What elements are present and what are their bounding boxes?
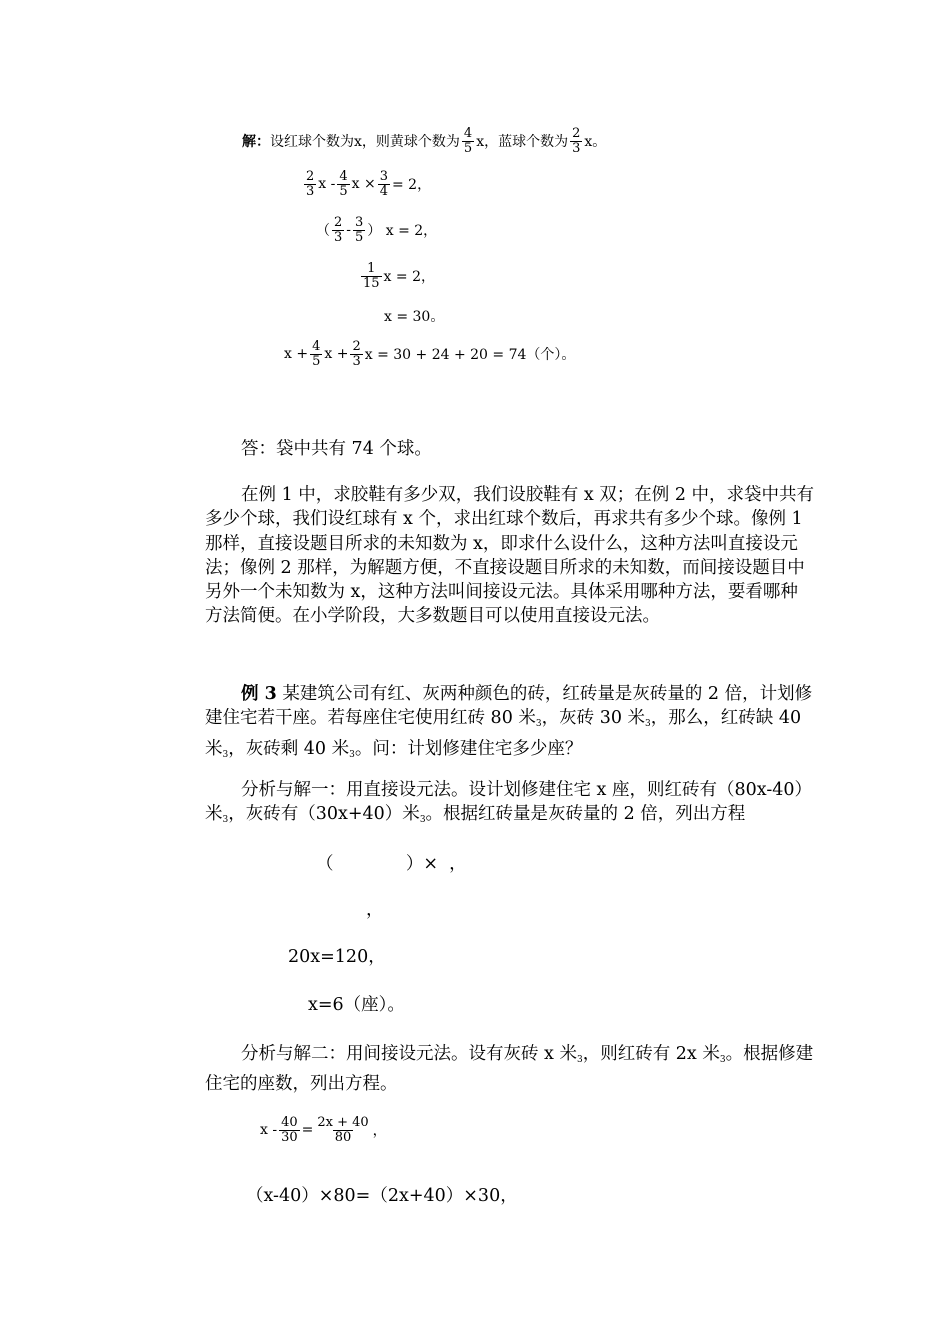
- blue-fraction: $\frac{2}{3}$: [572, 126, 581, 156]
- example-3-label: 例 3: [241, 684, 277, 704]
- equation-3: $\frac{1}{15}$ x = 2，: [363, 261, 435, 291]
- equation-1: $\frac{2}{3}$ x - $\frac{4}{5}$ x × $\frac{3}{4}$ = 2，: [306, 169, 432, 199]
- solution-label: 解：: [242, 134, 270, 151]
- yellow-fraction: $\frac{4}{5}$: [463, 126, 473, 156]
- equation-last: （x-40）×80=（2x+40）×30，: [246, 1186, 518, 1206]
- analysis-1-paragraph: 分析与解一：用直接设元法。设计划修建住宅 x 座，则红砖有（80x-40）米$_3$，灰砖有（30x+40）米$_3$。根据红砖量是灰砖量的 2 倍，列出方程: [205, 780, 813, 826]
- example-3-paragraph: 例 3 某建筑公司有红、灰两种颜色的砖，红砖量是灰砖量的 2 倍，计划修建住宅若干座。若每座住宅使用红砖 80 米$_3$，灰砖 30 米$_3$，那么，红砖缺 40 米$_3$，灰砖剩 40 米$_3$。问：计划修建住宅多少座？: [205, 684, 813, 760]
- equation-x6: x=6（座）。: [308, 995, 405, 1015]
- paragraph-method-explanation: 在例 1 中，求胶鞋有多少双，我们设胶鞋有 x 双；在例 2 中，求袋中共有多少个球，我们设红球有 x 个，求出红球个数后，再求共有多少个球。像例 1 那样，直接设题目所求的未知数为 x，即求什么设什么，这种方法叫直接设元法；像例 2 那样，为解题方便，不直接设题目所求的未知数，而间接设题目中另外一个未知数为 x，这种方法叫间接设元法。具体采用哪种方法，要看哪种方法简便。在小学阶段，大多数题目可以使用直接设元法。: [205, 485, 815, 627]
- equation-fraction: x - $\frac{40}{30}$ = $\frac{2x + 40}{80}$ ，: [260, 1115, 387, 1145]
- equation-4: x = 30。: [384, 309, 445, 325]
- equation-5: x + $\frac{4}{5}$ x + $\frac{2}{3}$ x = 30 + 24 + 20 = 74（个）。: [284, 339, 576, 369]
- equation-blank-1: （ ）× ，: [316, 854, 467, 874]
- equation-20x: 20x=120，: [288, 947, 386, 967]
- equation-2: （ $\frac{2}{3}$ - $\frac{3}{5}$ ） x = 2，: [316, 215, 438, 245]
- answer-line: 答：袋中共有 74 个球。: [241, 439, 432, 459]
- equation-blank-2: ，: [366, 900, 384, 920]
- analysis-2-paragraph: 分析与解二：用间接设元法。设有灰砖 x 米$_3$，则红砖有 2x 米$_3$。根据修建住宅的座数，列出方程。: [205, 1044, 814, 1095]
- solution-intro: 解： 设红球个数为x，则黄球个数为 $\frac{4}{5}$ x，蓝球个数为 $\frac{2}{3}$ x。: [242, 126, 607, 156]
